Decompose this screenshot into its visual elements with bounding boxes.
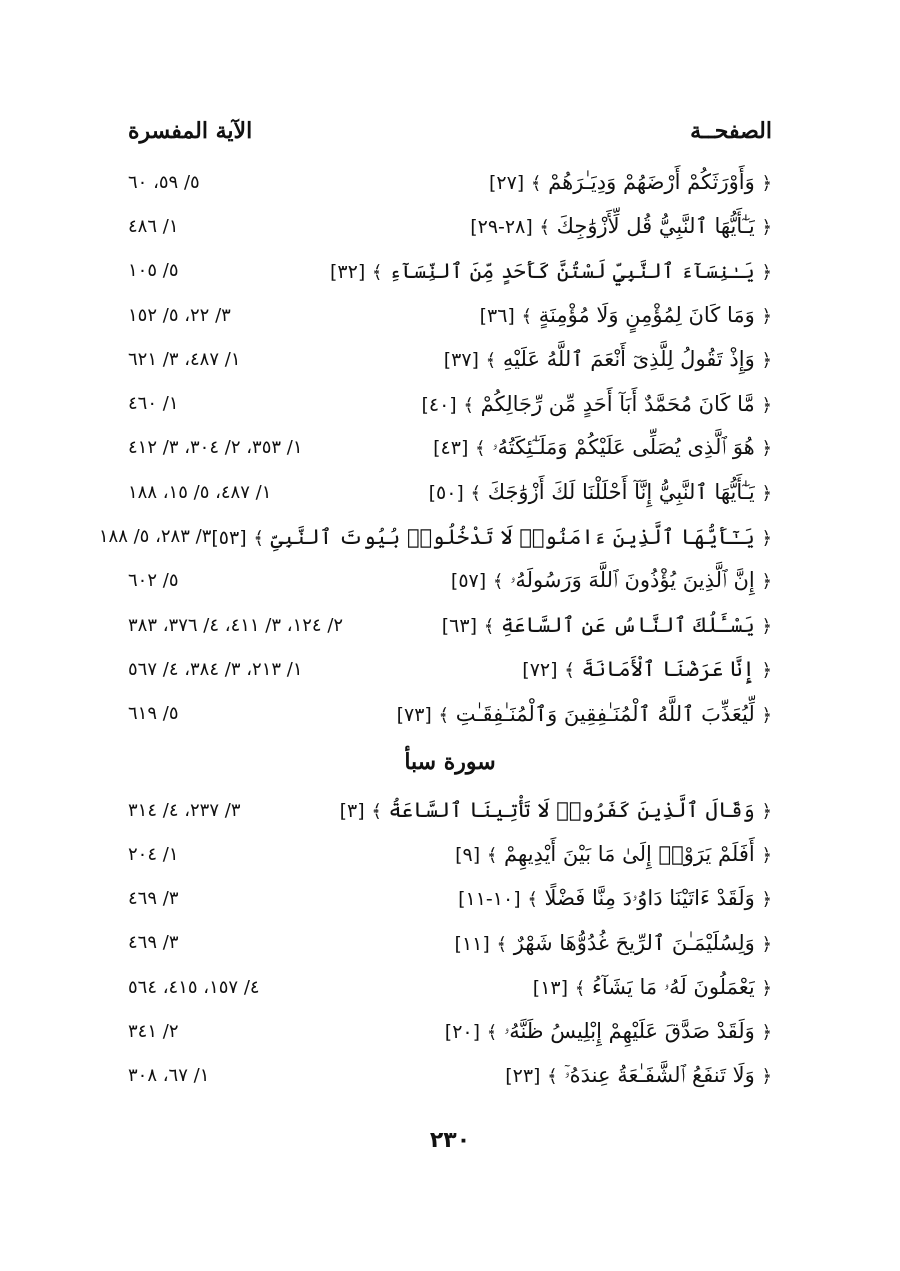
verse-text: وَقَالَ ٱلَّذِينَ كَفَرُوا۟ لَا تَأْتِينَا ٱلسَّاعَةُ bbox=[388, 798, 755, 822]
ornament-open: ﴿ bbox=[761, 483, 772, 505]
ornament-open: ﴿ bbox=[761, 350, 772, 372]
verse-entry bbox=[533, 975, 772, 1000]
verse-entry bbox=[458, 886, 772, 911]
verse-reference: [٢٠] bbox=[444, 1020, 481, 1043]
index-row bbox=[128, 832, 772, 876]
ornament-open: ﴿ bbox=[761, 616, 772, 638]
ornament-close: ﴾ bbox=[564, 660, 575, 682]
ornament-close: ﴾ bbox=[527, 889, 538, 911]
verse-entry bbox=[455, 931, 772, 955]
verse-text: إِنَّ ٱلَّذِينَ يُؤْذُونَ ٱللَّهَ وَرَسُولَهُۥ bbox=[510, 568, 755, 593]
verse-reference: [١٣] bbox=[532, 976, 569, 999]
index-row bbox=[128, 788, 772, 832]
verse-entry bbox=[330, 259, 772, 283]
ornament-close: ﴾ bbox=[438, 704, 450, 726]
verse-entry bbox=[340, 798, 772, 822]
page-references: ١/ ٦٧، ٣٠٨ bbox=[128, 1065, 210, 1087]
index-row bbox=[128, 965, 772, 1009]
ornament-open: ﴿ bbox=[761, 571, 772, 593]
verse-entry bbox=[480, 303, 772, 327]
ornament-open: ﴿ bbox=[761, 660, 772, 682]
verse-reference: [٣٦] bbox=[479, 305, 515, 328]
index-row bbox=[128, 337, 772, 381]
verse-reference: [٢٨-٢٩] bbox=[470, 216, 533, 239]
page-column-header: الصفحــة bbox=[690, 118, 772, 144]
page-references: ١/ ٤٨٦ bbox=[128, 215, 179, 237]
page-references: ١/ ٤٨٧، ٥/ ١٥، ١٨٨ bbox=[128, 481, 272, 503]
ornament-close: ﴾ bbox=[463, 394, 474, 416]
index-table bbox=[98, 160, 772, 1098]
verse-entry bbox=[397, 702, 772, 726]
index-row bbox=[128, 470, 772, 514]
ornament-close: ﴾ bbox=[547, 1066, 558, 1088]
ornament-close: ﴾ bbox=[486, 1021, 498, 1043]
verse-reference: [٣] bbox=[339, 800, 365, 822]
ornament-open: ﴿ bbox=[761, 438, 772, 460]
page-references: ١/ ٤٦٠ bbox=[128, 393, 179, 415]
page-references: ٢/ ١٢٤، ٣/ ٤١١، ٤/ ٣٧٦، ٣٨٣ bbox=[128, 614, 344, 636]
page-references: ١/ ٢٠٤ bbox=[128, 843, 179, 865]
ornament-open: ﴿ bbox=[761, 889, 772, 911]
ornament-open: ﴿ bbox=[761, 1021, 772, 1043]
ornament-close: ﴾ bbox=[521, 306, 533, 328]
page-references: ١/ ٣٥٣، ٢/ ٣٠٤، ٣/ ٤١٢ bbox=[128, 437, 303, 459]
ornament-close: ﴾ bbox=[539, 217, 550, 239]
verse-text: يَسْـَٔلُكَ ٱلنَّاسُ عَنِ ٱلسَّاعَةِ bbox=[500, 613, 755, 638]
verse-reference: [٥٣] bbox=[211, 526, 247, 549]
verse-entry bbox=[211, 525, 772, 549]
verse-text: وَلَقَدْ صَدَّقَ عَلَيْهِمْ إِبْلِيسُ ظَنَّهُۥ bbox=[503, 1018, 755, 1043]
verse-text: لِّيُعَذِّبَ ٱللَّهُ ٱلْمُنَـٰفِقِينَ وَٱلْمُنَـٰفِقَـٰتِ bbox=[455, 701, 755, 726]
page-references: ٥/ ٦٠٢ bbox=[128, 570, 179, 592]
verse-text: يَـٰٓأَيُّهَا ٱلنَّبِيُّ قُل لِّأَزْوَٰجِكَ bbox=[556, 214, 755, 239]
ornament-close: ﴾ bbox=[371, 261, 383, 283]
page-references: ٤/ ١٥٧، ٤١٥، ٥٦٤ bbox=[128, 976, 260, 998]
verse-entry bbox=[429, 480, 772, 504]
ornament-close: ﴾ bbox=[486, 845, 498, 867]
page-references: ١/ ٤٨٧، ٣/ ٦٢١ bbox=[128, 348, 241, 370]
verse-text: وَمَا كَانَ لِمُؤْمِنٍ وَلَا مُؤْمِنَةٍ bbox=[538, 303, 755, 328]
surah-title: سورة سبأ bbox=[404, 748, 496, 775]
ornament-open: ﴿ bbox=[761, 306, 772, 328]
ornament-close: ﴾ bbox=[470, 483, 482, 505]
page-references: ٢/ ٣٤١ bbox=[128, 1020, 179, 1042]
ornament-close: ﴾ bbox=[483, 616, 495, 638]
page-references: ٥/ ٦١٩ bbox=[128, 703, 179, 725]
verse-entry bbox=[421, 392, 772, 416]
index-row bbox=[128, 1054, 772, 1098]
verse-text: وَلِسُلَيْمَـٰنَ ٱلرِّيحَ غُدُوُّهَا شَهْرٌ bbox=[513, 930, 755, 955]
ornament-open: ﴿ bbox=[761, 933, 772, 955]
index-row bbox=[128, 921, 772, 965]
page-references: ١/ ٢١٣، ٣/ ٣٨٤، ٤/ ٥٦٧ bbox=[128, 658, 303, 680]
index-row bbox=[128, 293, 772, 337]
verse-reference: [١١] bbox=[454, 932, 490, 955]
index-row bbox=[128, 249, 772, 293]
verse-text: هُوَ ٱلَّذِى يُصَلِّى عَلَيْكُمْ وَمَلَـٰٓئِكَتُهُۥ bbox=[492, 435, 755, 460]
ornament-open: ﴿ bbox=[761, 173, 772, 195]
ornament-close: ﴾ bbox=[492, 571, 504, 593]
index-row bbox=[128, 426, 772, 470]
page-references: ٣/ ٤٦٩ bbox=[128, 932, 179, 954]
verse-reference: [١٠-١١] bbox=[458, 888, 521, 911]
page-references: ٣/ ٢٨٣، ٥/ ١٨٨ bbox=[98, 526, 212, 548]
index-row bbox=[128, 876, 772, 920]
verse-text: وَلَقَدْ ءَاتَيْنَا دَاوُۥدَ مِنَّا فَضْلًا bbox=[544, 886, 755, 911]
ornament-close: ﴾ bbox=[530, 173, 542, 195]
ornament-open: ﴿ bbox=[761, 801, 772, 822]
ornament-close: ﴾ bbox=[496, 933, 508, 955]
index-row bbox=[128, 692, 772, 736]
verse-reference: [٢٧] bbox=[488, 172, 525, 195]
verse-text: وَإِذْ تَقُولُ لِلَّذِىٓ أَنْعَمَ ٱللَّهُ عَلَيْهِ bbox=[502, 347, 755, 372]
index-row bbox=[128, 1009, 772, 1053]
page-references: ٥/ ٥٩، ٦٠ bbox=[128, 171, 200, 193]
ornament-close: ﴾ bbox=[485, 350, 497, 372]
index-row bbox=[128, 381, 772, 425]
verse-text: وَلَا تَنفَعُ ٱلشَّفَـٰعَةُ عِندَهُۥٓ bbox=[564, 1063, 755, 1088]
verse-entry bbox=[455, 842, 772, 866]
verse-entry bbox=[489, 170, 772, 194]
index-row bbox=[128, 603, 772, 647]
ornament-close: ﴾ bbox=[574, 977, 586, 999]
verse-reference: [٥٠] bbox=[428, 482, 464, 505]
verse-column-header: الآية المفسرة bbox=[128, 118, 253, 144]
ornament-open: ﴿ bbox=[761, 527, 772, 549]
verse-entry bbox=[470, 214, 772, 238]
verse-entry bbox=[445, 1019, 772, 1044]
verse-reference: [٥٧] bbox=[450, 570, 487, 593]
ornament-open: ﴿ bbox=[761, 217, 772, 239]
ornament-open: ﴿ bbox=[761, 1066, 772, 1088]
verse-text: يَـٰٓأَيُّهَا ٱلنَّبِيُّ إِنَّآ أَحْلَلْنَا لَكَ أَزْوَٰجَكَ bbox=[487, 480, 755, 505]
verse-entry bbox=[522, 657, 772, 681]
verse-reference: [٧٣] bbox=[396, 703, 432, 726]
page-references: ٥/ ١٠٥ bbox=[128, 260, 179, 282]
verse-text: أَفَلَمْ يَرَوْا۟ إِلَىٰ مَا بَيْنَ أَيْدِيهِمْ bbox=[504, 842, 755, 867]
verse-entry bbox=[442, 613, 772, 637]
page-references: ٣/ ٢٣٧، ٤/ ٣١٤ bbox=[128, 799, 241, 821]
verse-reference: [٩] bbox=[455, 844, 481, 867]
verse-entry bbox=[433, 435, 772, 460]
index-row bbox=[128, 204, 772, 248]
index-row bbox=[128, 559, 772, 603]
verse-text: يَعْمَلُونَ لَهُۥ مَا يَشَآءُ bbox=[591, 974, 755, 999]
verse-text: إِنَّا عَرَضْنَا ٱلْأَمَانَةَ bbox=[581, 657, 755, 682]
page-number: ٢٣٠ bbox=[429, 1128, 471, 1153]
ornament-open: ﴿ bbox=[761, 394, 772, 416]
index-row bbox=[128, 647, 772, 691]
ornament-open: ﴿ bbox=[761, 261, 772, 283]
index-row bbox=[98, 514, 772, 558]
ornament-close: ﴾ bbox=[371, 801, 382, 822]
verse-text: وَأَوْرَثَكُمْ أَرْضَهُمْ وَدِيَـٰرَهُمْ bbox=[548, 170, 755, 195]
verse-reference: [٣٢] bbox=[329, 260, 366, 283]
ornament-close: ﴾ bbox=[475, 438, 486, 460]
verse-text: يَـٰنِسَآءَ ٱلنَّبِيِّ لَسْتُنَّ كَأَحَدٍ مِّنَ ٱلنِّسَآءِ bbox=[389, 258, 755, 283]
index-row bbox=[128, 160, 772, 204]
ornament-close: ﴾ bbox=[253, 527, 264, 549]
ornament-open: ﴿ bbox=[761, 704, 772, 726]
verse-entry bbox=[444, 347, 772, 371]
verse-reference: [٤٣] bbox=[433, 437, 469, 460]
verse-reference: [٢٣] bbox=[505, 1065, 541, 1088]
verse-reference: [٦٣] bbox=[441, 615, 478, 638]
verse-text: يَـٰٓأَيُّهَا ٱلَّذِينَ ءَامَنُوا۟ لَا تَدْخُلُوا۟ بُيُوتَ ٱلنَّبِىِّ bbox=[270, 524, 755, 549]
page-references: ٣/ ٢٢، ٥/ ١٥٢ bbox=[128, 304, 231, 326]
verse-entry bbox=[505, 1063, 772, 1088]
page-references: ٣/ ٤٦٩ bbox=[128, 888, 179, 910]
verse-text: مَّا كَانَ مُحَمَّدٌ أَبَآ أَحَدٍ مِّن رِّجَالِكُمْ bbox=[480, 391, 755, 416]
verse-reference: [٤٠] bbox=[421, 393, 457, 416]
verse-entry bbox=[451, 568, 772, 593]
verse-reference: [٧٢] bbox=[522, 659, 558, 682]
ornament-open: ﴿ bbox=[761, 845, 772, 867]
verse-reference: [٣٧] bbox=[443, 349, 479, 372]
ornament-open: ﴿ bbox=[761, 977, 772, 999]
table-header bbox=[128, 118, 772, 144]
